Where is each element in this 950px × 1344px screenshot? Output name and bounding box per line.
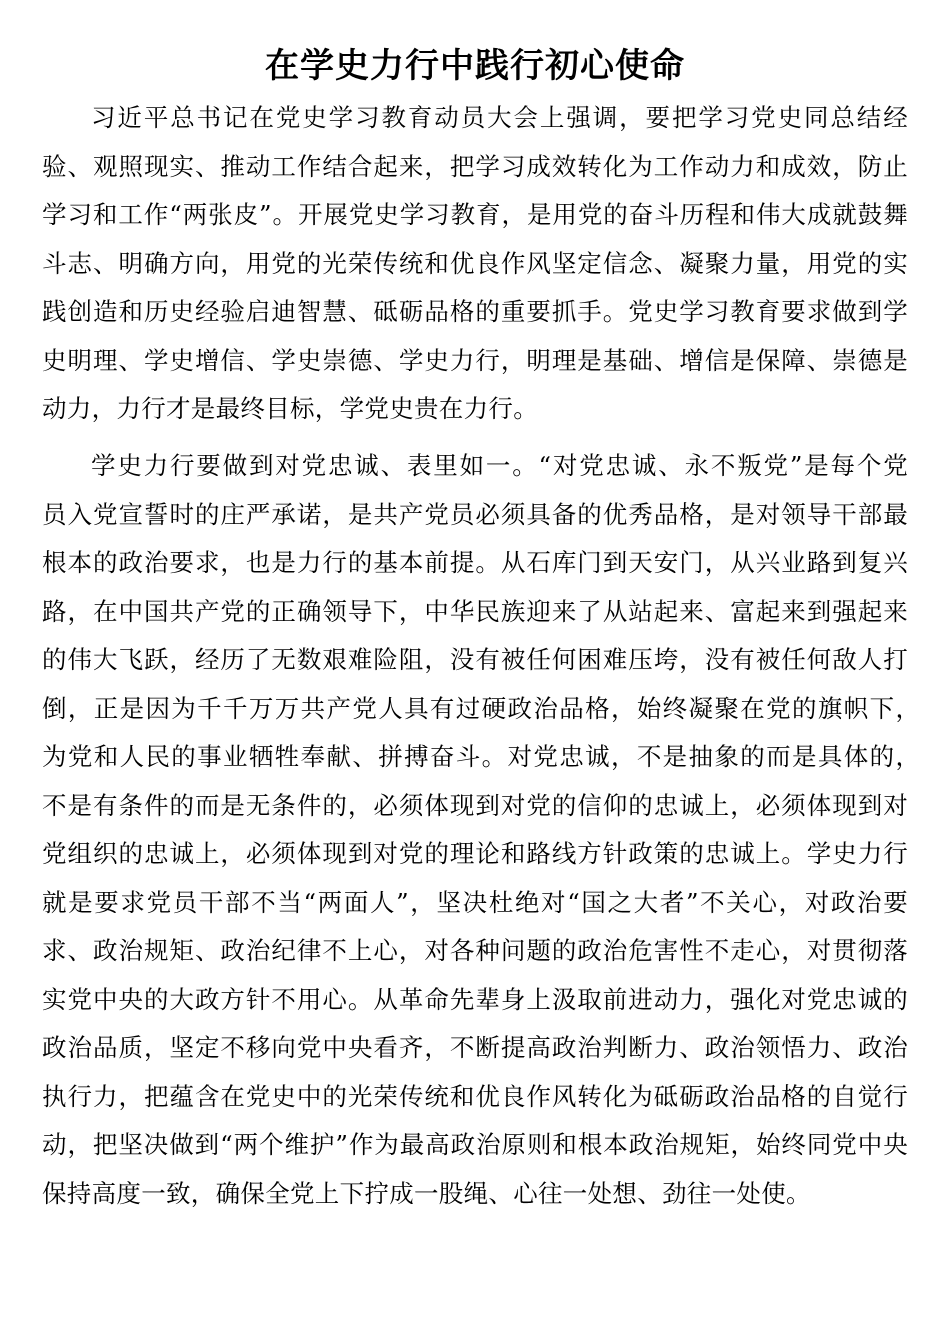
paragraph-2: 学史力行要做到对党忠诚、表里如一。“对党忠诚、永不叛党”是每个党 员入党宣誓时的庄严承诺，是共产党员必须具备的优秀品格，是对领导干部最根本的政治要求，也是力行的基本前提。从石库门到天安门，从兴业路到复兴路，在中国共产党的正确领导下，中华民族迎来了从站起来、富起来到强起来的伟大飞跃，经历了无数艰难险阻，没有被任何困难压垮，没有被任何敌人打倒，正是因为千千万万共产党人具有过硬政治品格，始终凝聚在党的旗帜下， 为党和人民的事业牺牲奉献、拼搏奋斗。对党忠诚，不是抽象的而是具体的， 不是有条件的而是无条件的，必须体现到对党的信仰的忠诚上，必须体现到对党组织的忠诚上，必须体现到对党的理论和路线方针政策的忠诚上。学史力行就是要求党员干部不当“两面人”，坚决杜绝对“国之大者”不关心，对政治要求、政治规矩、政治纪律不上心，对各种问题的政治危害性不走心，对贯彻落实党中央的大政方针不用心。从革命先辈身上汲取前进动力，强化对党忠诚的政治品质，坚定不移向党中央看齐，不断提高政治判断力、政治领悟力、政治执行力，把蕴含在党史中的光荣传统和优良作风转化为砥砺政治品格的自觉行动，把坚决做到“两个维护”作为最高政治原则和根本政治规矩，始终同党中央保持高度一致，确保全党上下拧成一股绳、心往一处想、劲往一处使。 xyxy=(42,451,933,1208)
document-title: 在学史力行中践行初心使命 xyxy=(265,46,685,86)
paragraph-1: 习近平总书记在党史学习教育动员大会上强调，要把学习党史同总结经验、观照现实、推动工作结合起来，把学习成效转化为工作动力和成效，防止学习和工作“两张皮”。开展党史学习教育，是用党的奋斗历程和伟大成就鼓舞斗志、明确方向，用党的光荣传统和优良作风坚定信念、凝聚力量，用党的实践创造和历史经验启迪智慧、砥砺品格的重要抓手。党史学习教育要求做到学史明理、学史增信、学史崇德、学史力行，明理是基础、增信是保障、崇德是动力，力行才是最终目标，学党史贵在力行。 xyxy=(42,103,908,423)
